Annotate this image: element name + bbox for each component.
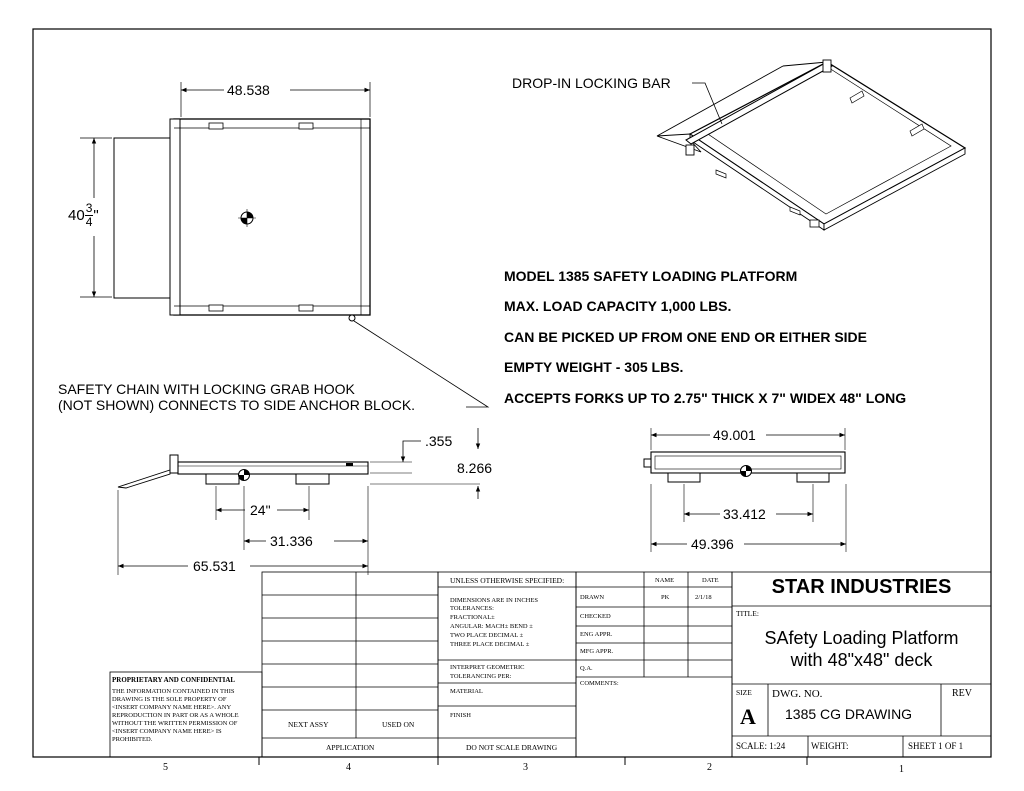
side-view (118, 428, 480, 575)
row-mfg-appr: MFG APPR. (580, 648, 614, 655)
col-date-header: DATE (702, 577, 719, 584)
side-view-ramp (118, 470, 170, 488)
locking-bar-leader (692, 83, 722, 124)
size-value: A (740, 704, 756, 729)
top-view (80, 82, 370, 321)
sheet-label: SHEET 1 OF 1 (908, 741, 964, 751)
side-view-fork-pocket (206, 474, 239, 484)
fork-pocket (299, 123, 313, 129)
row-comments: COMMENTS: (580, 680, 619, 687)
next-assy-label: NEXT ASSY (288, 720, 329, 729)
dim-top-height-unit: " (93, 207, 99, 224)
interpret-line: INTERPRET GEOMETRIC (450, 664, 525, 671)
zone-label: 1 (899, 764, 904, 775)
center-of-gravity-icon (239, 470, 250, 481)
tolerance-line: TOLERANCES: (450, 605, 494, 612)
anchor-block-icon (349, 315, 355, 321)
spec-capacity: MAX. LOAD CAPACITY 1,000 LBS. (504, 298, 732, 314)
proprietary-line: DRAWING IS THE SOLE PROPERTY OF (112, 696, 227, 703)
dim-side-pocket-outer: 31.336 (270, 533, 313, 549)
spec-pickup: CAN BE PICKED UP FROM ONE END OR EITHER SIDE (504, 329, 868, 345)
tolerance-line: THREE PLACE DECIMAL ± (450, 641, 530, 648)
spec-model: MODEL 1385 SAFETY LOADING PLATFORM (504, 268, 798, 284)
dim-top-height-numerator: 3 (85, 201, 93, 215)
material-label: MATERIAL (450, 688, 483, 695)
proprietary-line: THE INFORMATION CONTAINED IN THIS (112, 688, 235, 695)
used-on-label: USED ON (382, 720, 415, 729)
center-of-gravity-icon (741, 466, 752, 477)
finish-label: FINISH (450, 712, 471, 719)
zone-label: 5 (163, 762, 168, 773)
row-checked: CHECKED (580, 613, 611, 620)
dim-side-pocket-spacing: 24" (250, 502, 271, 518)
title-label: TITLE: (736, 609, 759, 618)
proprietary-line: <INSERT COMPANY NAME HERE> IS (112, 728, 222, 735)
side-view-fork-pocket (296, 474, 329, 484)
top-view-locking-bar (170, 119, 180, 315)
proprietary-line: REPRODUCTION IN PART OR AS A WHOLE (112, 712, 239, 719)
interpret-line: TOLERANCING PER: (450, 673, 512, 680)
scale-label: SCALE: 1:24 (736, 741, 786, 751)
chain-note-line1: SAFETY CHAIN WITH LOCKING GRAB HOOK (58, 381, 355, 397)
dim-line (403, 441, 421, 462)
proprietary-line: PROHIBITED. (112, 736, 153, 743)
dim-side-thickness: .355 (425, 433, 453, 449)
locking-bar-callout: DROP-IN LOCKING BAR (512, 75, 671, 91)
dim-top-height (68, 202, 99, 229)
chain-note-line2: (NOT SHOWN) CONNECTS TO SIDE ANCHOR BLOCK. (58, 397, 416, 413)
top-view-ramp (114, 138, 174, 298)
dwg-no-value: 1385 CG DRAWING (785, 706, 913, 722)
size-label: SIZE (736, 688, 752, 697)
zone-label: 4 (346, 762, 351, 773)
dim-top-height-denominator: 4 (85, 215, 93, 229)
proprietary-line: WITHOUT THE WRITTEN PERMISSION OF (112, 720, 238, 727)
top-view-deck (174, 119, 370, 315)
spec-forks: ACCEPTS FORKS UP TO 2.75" THICK X 7" WIDEX 48" LONG (504, 390, 907, 406)
iso-view (657, 60, 965, 230)
tolerance-line: FRACTIONAL± (450, 614, 495, 621)
tolerance-line: TWO PLACE DECIMAL ± (450, 632, 524, 639)
row-drawn: DRAWN (580, 594, 605, 601)
weight-label: WEIGHT: (811, 741, 849, 751)
do-not-scale-label: DO NOT SCALE DRAWING (466, 743, 558, 752)
dim-top-width: 48.538 (227, 82, 270, 98)
fork-pocket (299, 305, 313, 311)
side-view-locking-bar (170, 455, 178, 473)
dim-end-pocket-spacing: 33.412 (723, 506, 766, 522)
drawing-title-line2: with 48"x48" deck (790, 650, 933, 670)
iso-deck (690, 62, 965, 224)
rev-label: REV (952, 688, 972, 699)
proprietary-title: PROPRIETARY AND CONFIDENTIAL (112, 676, 236, 684)
end-view (644, 428, 846, 552)
tolerance-line: ANGULAR: MACH± BEND ± (450, 623, 533, 630)
dim-side-height: 8.266 (457, 460, 493, 476)
chain-note-leader (354, 321, 488, 407)
proprietary-line: <INSERT COMPANY NAME HERE>. ANY (112, 704, 232, 711)
side-view-body (178, 462, 368, 474)
drawn-name: PK (661, 594, 670, 601)
drawing-title-line1: SAfety Loading Platform (764, 628, 959, 648)
dim-end-overall-width: 49.396 (691, 536, 734, 552)
spec-weight: EMPTY WEIGHT - 305 LBS. (504, 359, 684, 375)
company-name: STAR INDUSTRIES (771, 576, 952, 598)
end-view-fork-pocket (797, 473, 829, 482)
row-eng-appr: ENG APPR. (580, 631, 613, 638)
zone-label: 3 (523, 762, 528, 773)
application-label: APPLICATION (326, 743, 375, 752)
end-view-anchor-block (644, 459, 651, 467)
dwg-no-label: DWG. NO. (772, 688, 823, 700)
col-name-header: NAME (655, 577, 675, 584)
zone-label: 2 (707, 762, 712, 773)
fork-pocket (209, 305, 223, 311)
end-view-fork-pocket (668, 473, 700, 482)
dim-top-height-whole: 40 (68, 207, 85, 224)
fork-pocket (209, 123, 223, 129)
row-qa: Q.A. (580, 665, 593, 672)
dim-end-top-width: 49.001 (713, 427, 756, 443)
drawn-date: 2/1/18 (695, 594, 712, 601)
tolerance-line: DIMENSIONS ARE IN INCHES (450, 597, 538, 604)
unless-specified-label: UNLESS OTHERWISE SPECIFIED: (450, 576, 565, 585)
iso-anchor-block (810, 220, 819, 227)
dim-side-overall-length: 65.531 (193, 558, 236, 574)
